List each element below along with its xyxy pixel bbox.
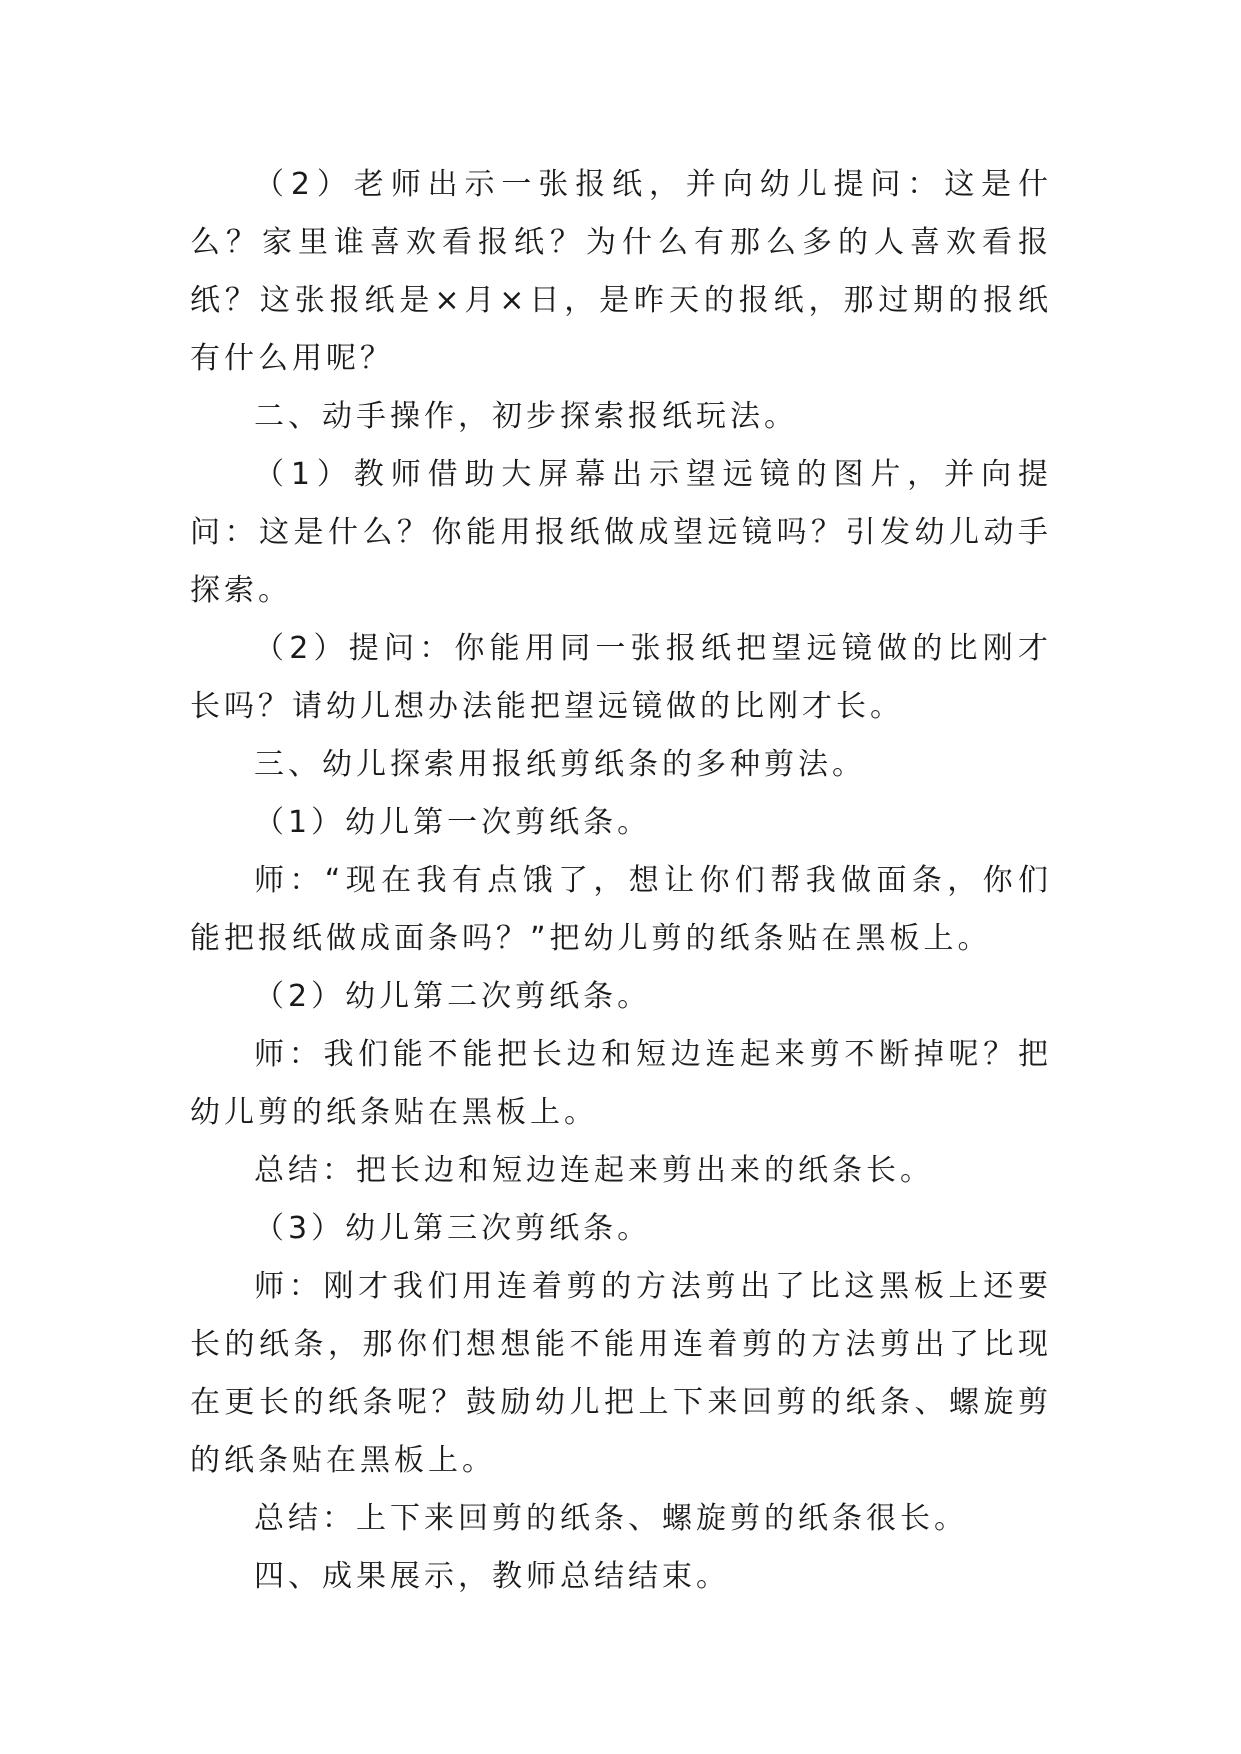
paragraph-summary-one: 总结：把长边和短边连起来剪出来的纸条长。 — [254, 1153, 934, 1188]
paragraph-first-cut: （1）幼儿第一次剪纸条。 — [254, 805, 652, 840]
paragraph-second-cut: （2）幼儿第二次剪纸条。 — [254, 979, 652, 1014]
paragraph-teacher-noodles: 师：“现在我有点饿了，想让你们帮我做面条，你们能把报纸做成面条吗？”把幼儿剪的纸条贴在黑板上。 — [190, 863, 1052, 956]
paragraph-summary-two: 总结：上下来回剪的纸条、螺旋剪的纸条很长。 — [254, 1501, 968, 1536]
paragraph-teacher-longer-strips: 师：刚才我们用连着剪的方法剪出了比这黑板上还要长的纸条，那你们想想能不能用连着剪的方法剪出了比现在更长的纸条呢？鼓励幼儿把上下来回剪的纸条、螺旋剪的纸条贴在黑板上。 — [190, 1269, 1052, 1478]
heading-section-four: 四、成果展示，教师总结结束。 — [254, 1559, 730, 1594]
paragraph-telescope-picture: （1）教师借助大屏幕出示望远镜的图片，并向提问：这是什么？你能用报纸做成望远镜吗？引发幼儿动手探索。 — [190, 457, 1052, 608]
paragraph-question-newspaper: （2）老师出示一张报纸，并向幼儿提问：这是什么？家里谁喜欢看报纸？为什么有那么多的人喜欢看报纸？这张报纸是×月×日，是昨天的报纸，那过期的报纸有什么用呢？ — [190, 167, 1052, 376]
heading-section-two: 二、动手操作，初步探索报纸玩法。 — [254, 399, 798, 434]
paragraph-teacher-connect-edges: 师：我们能不能把长边和短边连起来剪不断掉呢？把幼儿剪的纸条贴在黑板上。 — [190, 1037, 1052, 1130]
paragraph-third-cut: （3）幼儿第三次剪纸条。 — [254, 1211, 652, 1246]
paragraph-telescope-longer: （2）提问：你能用同一张报纸把望远镜做的比刚才长吗？请幼儿想办法能把望远镜做的比刚才长。 — [190, 631, 1052, 724]
heading-section-three: 三、幼儿探索用报纸剪纸条的多种剪法。 — [254, 747, 866, 782]
document-body — [190, 156, 1052, 1606]
